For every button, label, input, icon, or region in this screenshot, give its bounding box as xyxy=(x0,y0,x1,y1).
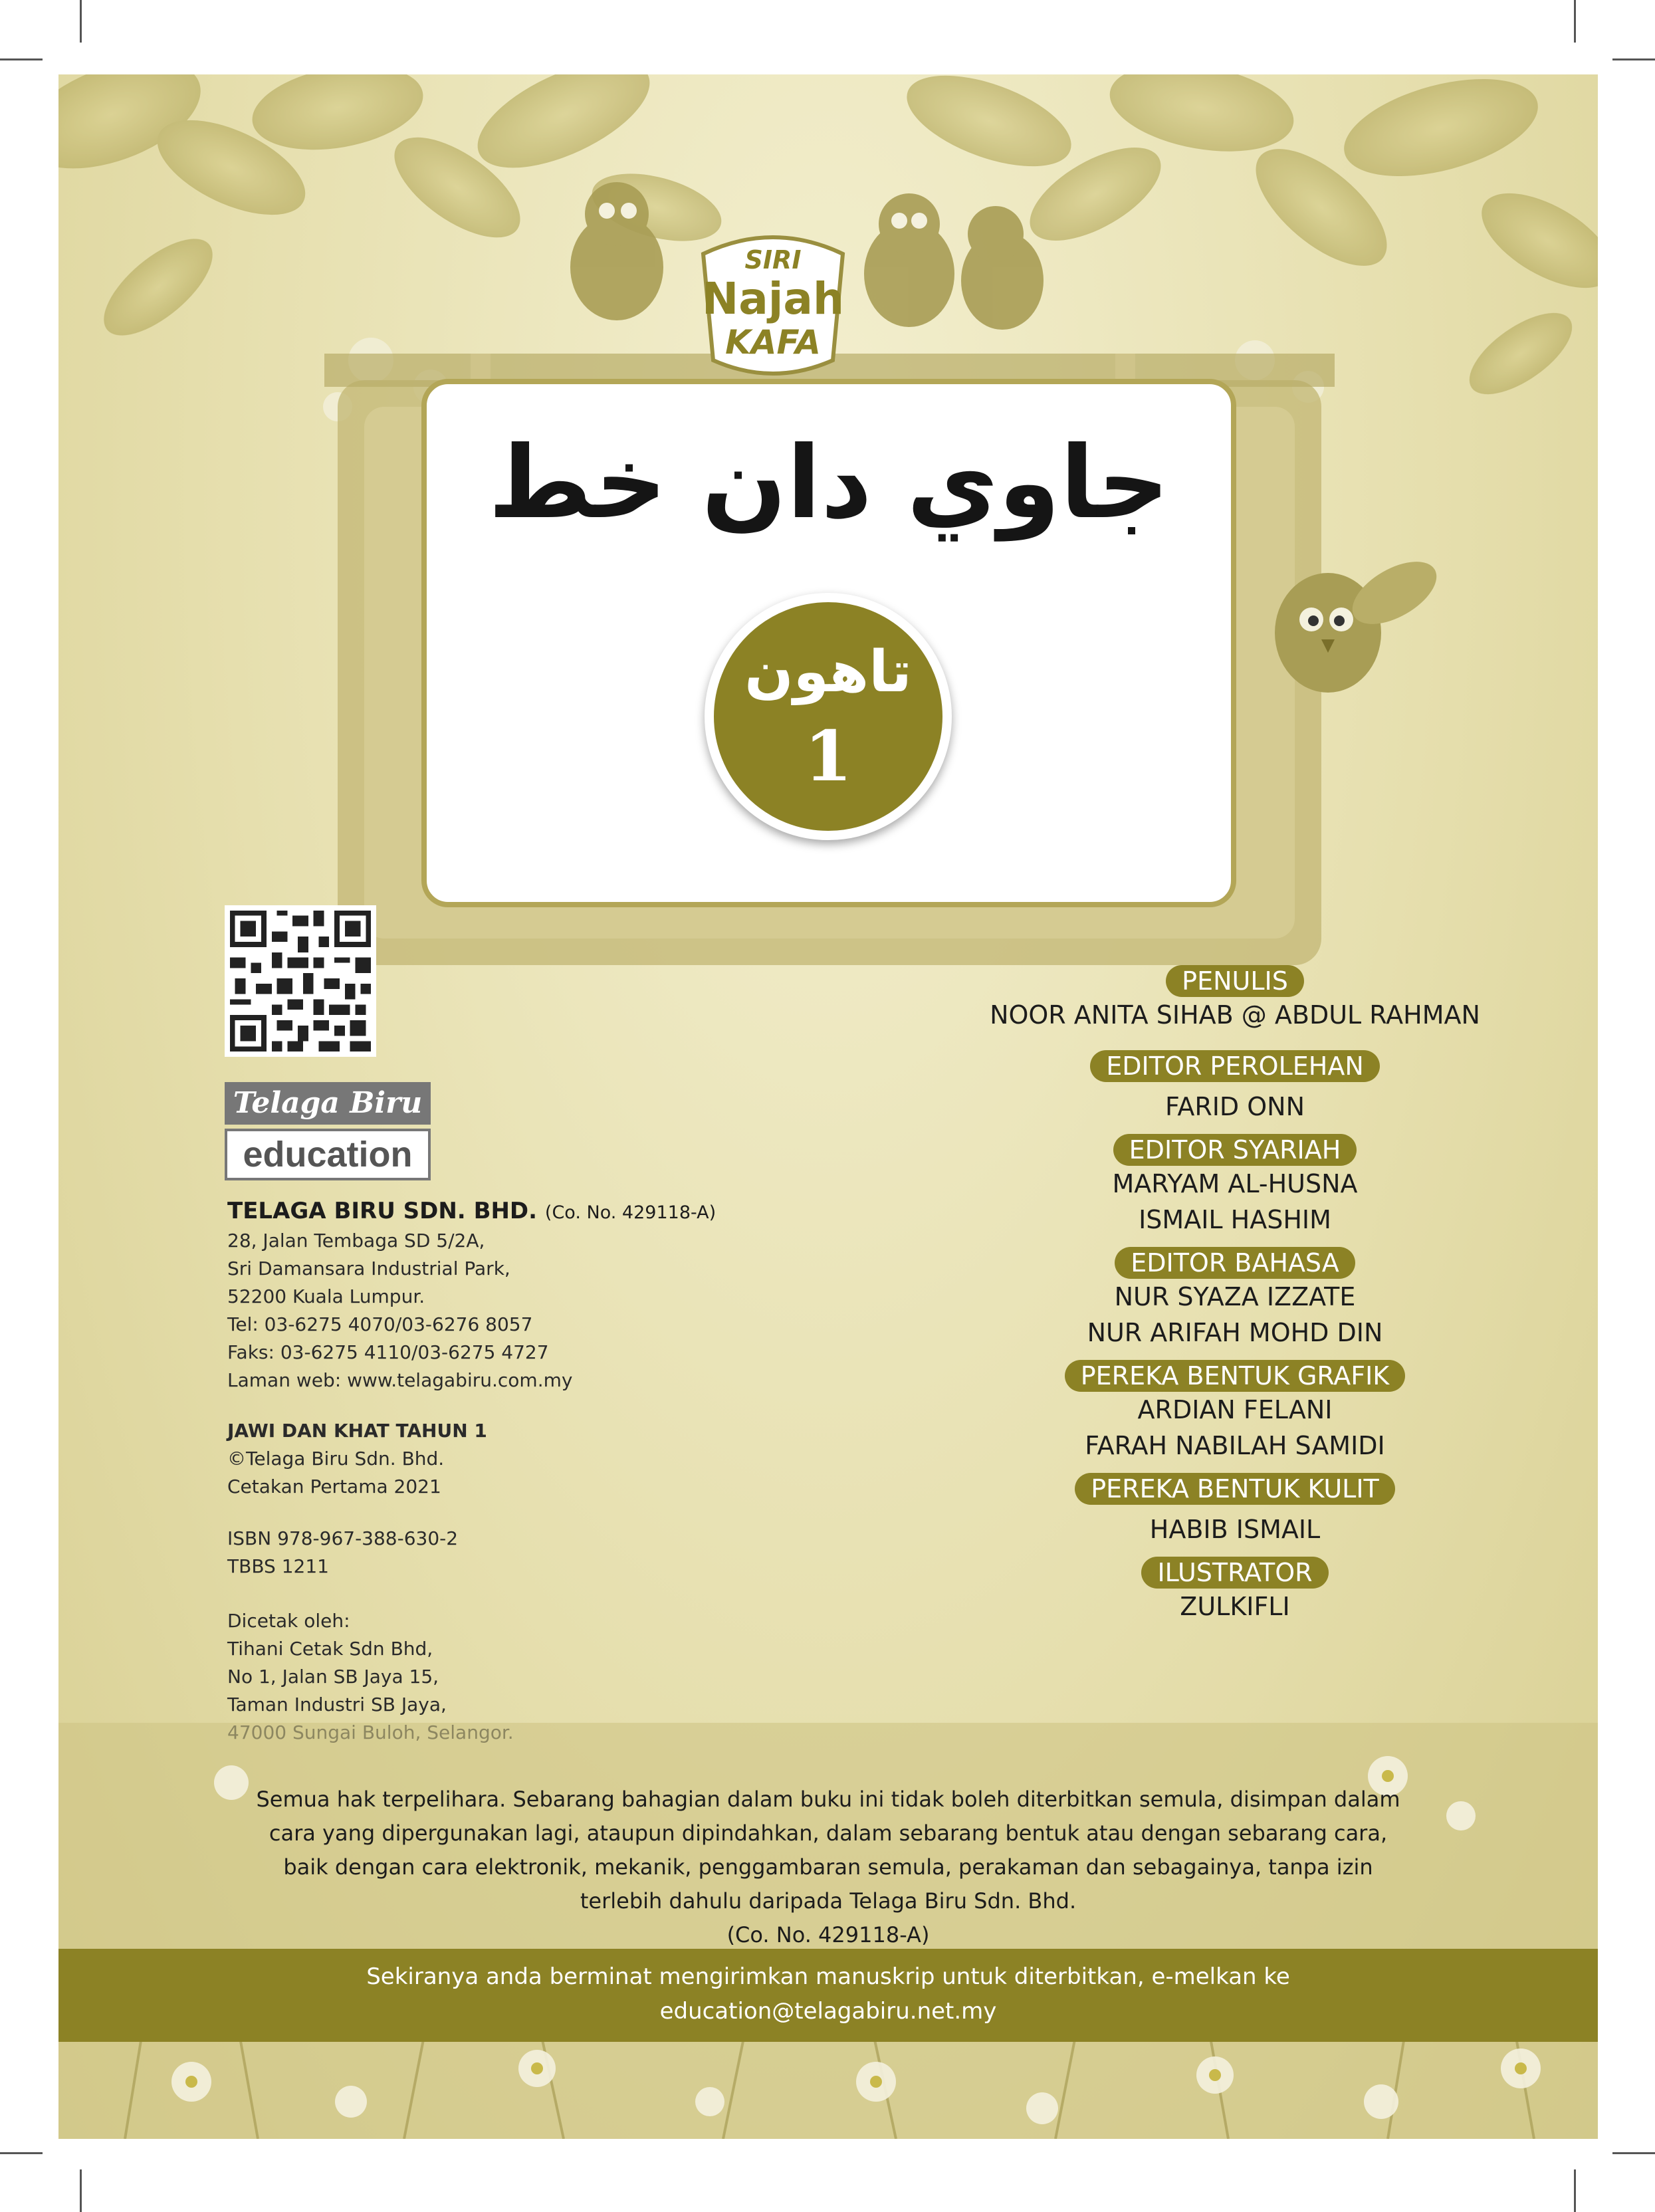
printer-line-2: No 1, Jalan SB Jaya 15, xyxy=(227,1666,439,1688)
book-title-latin: JAWI DAN KHAT TAHUN 1 xyxy=(227,1420,487,1442)
publisher-name-text: TELAGA BIRU SDN. BHD. xyxy=(227,1198,538,1224)
series-logo xyxy=(690,227,856,380)
printer-line-1: Tihani Cetak Sdn Bhd, xyxy=(227,1638,433,1660)
credit-name: NOOR ANITA SIHAB @ ABDUL RAHMAN xyxy=(990,1000,1480,1030)
credit-name: MARYAM AL-HUSNA xyxy=(1112,1169,1358,1198)
footer-email: education@telagabiru.net.my xyxy=(659,1998,997,2025)
footer-text xyxy=(58,1959,1598,2029)
credit-role: EDITOR SYARIAH xyxy=(1113,1134,1357,1166)
credit-block xyxy=(923,965,1547,1033)
series-logo-siri: SIRI xyxy=(744,245,802,275)
publisher-address-3: 52200 Kuala Lumpur. xyxy=(227,1285,425,1307)
publisher-fax: Faks: 03-6275 4110/03-6275 4727 xyxy=(227,1341,549,1363)
printer-label: Dicetak oleh: xyxy=(227,1610,350,1632)
publisher-logo-bottom: education xyxy=(225,1129,431,1180)
rights-line: (Co. No. 429118-A) xyxy=(726,1922,930,1947)
credit-block xyxy=(923,1247,1547,1351)
year-badge xyxy=(705,593,952,840)
crop-mark xyxy=(80,2169,82,2212)
credit-block xyxy=(923,1050,1547,1125)
credit-block xyxy=(923,1134,1547,1238)
credit-name: HABIB ISMAIL xyxy=(1149,1515,1321,1544)
credit-block xyxy=(923,1557,1547,1624)
credit-name: ARDIAN FELANI xyxy=(1137,1395,1333,1424)
publisher-logo-top: Telaga Biru xyxy=(225,1082,431,1125)
credit-role: EDITOR BAHASA xyxy=(1115,1247,1355,1279)
credit-name: FARID ONN xyxy=(1164,1092,1305,1121)
credit-role: PEREKA BENTUK KULIT xyxy=(1075,1473,1395,1505)
publisher-address-2: Sri Damansara Industrial Park, xyxy=(227,1258,510,1279)
credit-name: NUR SYAZA IZZATE xyxy=(1114,1282,1356,1311)
series-logo-kafa: KAFA xyxy=(725,323,821,362)
book-isbn: ISBN 978-967-388-630-2 xyxy=(227,1527,459,1549)
credit-block xyxy=(923,1473,1547,1547)
credit-name: ISMAIL HASHIM xyxy=(1139,1205,1331,1234)
rights-line: baik dengan cara elektronik, mekanik, penggambaran semula, perakaman dan sebagainya, tanpa izin xyxy=(283,1854,1373,1880)
book-code: TBBS 1211 xyxy=(227,1555,329,1577)
rights-line: cara yang dipergunakan lagi, ataupun dipindahkan, dalam sebarang bentuk atau dengan sebarang cara, xyxy=(269,1821,1388,1846)
publisher-address-1: 28, Jalan Tembaga SD 5/2A, xyxy=(227,1230,485,1252)
crop-mark xyxy=(0,58,43,60)
series-logo-najah: Najah xyxy=(702,273,844,324)
rights-line: terlebih dahulu daripada Telaga Biru Sdn. Bhd. xyxy=(580,1888,1077,1914)
credit-name: ZULKIFLI xyxy=(1180,1592,1290,1621)
credit-block xyxy=(923,1360,1547,1464)
bird-illustration xyxy=(1255,533,1441,706)
crop-mark xyxy=(1612,2152,1655,2154)
year-badge-word: تاهون xyxy=(744,639,912,705)
credit-name: NUR ARIFAH MOHD DIN xyxy=(1087,1318,1383,1347)
credit-name: FARAH NABILAH SAMIDI xyxy=(1085,1431,1385,1460)
publisher-co-no: (Co. No. 429118-A) xyxy=(544,1202,717,1223)
credit-role: ILUSTRATOR xyxy=(1141,1557,1328,1589)
rights-notice xyxy=(158,1783,1498,1952)
credit-role: PENULIS xyxy=(1166,965,1304,997)
rights-line: Semua hak terpelihara. Sebarang bahagian dalam buku ini tidak boleh diterbitkan semula, disimpan dalam xyxy=(256,1787,1400,1812)
book-page xyxy=(58,74,1598,2139)
book-edition: Cetakan Pertama 2021 xyxy=(227,1476,441,1497)
book-title-arabic: جاوي دان خط xyxy=(488,425,1170,541)
footer-line: Sekiranya anda berminat mengirimkan manuskrip untuk diterbitkan, e-melkan ke xyxy=(366,1963,1290,1990)
publisher-name xyxy=(227,1198,716,1224)
crop-mark xyxy=(1574,2169,1576,2212)
publisher-logo xyxy=(225,1082,431,1179)
crop-mark xyxy=(80,0,82,43)
credit-role: PEREKA BENTUK GRAFIK xyxy=(1065,1360,1405,1392)
publisher-web: Laman web: www.telagabiru.com.my xyxy=(227,1369,573,1391)
crop-mark xyxy=(0,2152,43,2154)
crop-mark xyxy=(1612,58,1655,60)
printer-line-3: Taman Industri SB Jaya, xyxy=(227,1694,447,1715)
publisher-tel: Tel: 03-6275 4070/03-6276 8057 xyxy=(227,1313,533,1335)
year-badge-number: 1 xyxy=(804,715,853,797)
credit-role: EDITOR PEROLEHAN xyxy=(1090,1050,1380,1082)
credits xyxy=(923,965,1547,1634)
book-copyright: ©Telaga Biru Sdn. Bhd. xyxy=(227,1448,445,1470)
qr-code xyxy=(225,905,376,1057)
crop-mark xyxy=(1574,0,1576,43)
